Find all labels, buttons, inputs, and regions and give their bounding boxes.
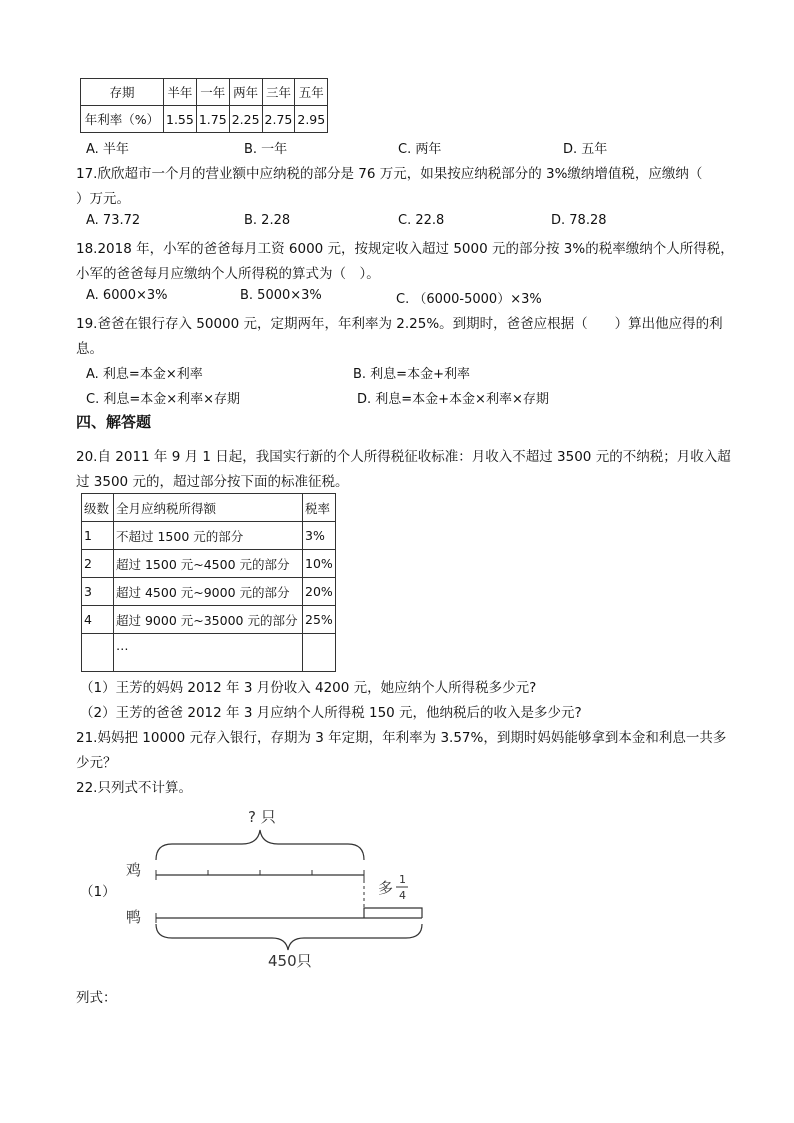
q18-option-a: A. 6000×3% (86, 288, 168, 303)
q20-text-line1: 20.自 2011 年 9 月 1 日起，我国实行新的个人所得税征收标准：月收入不超过 3500 元的不纳税；月收入超 (76, 449, 731, 465)
table-cell: 2.75 (262, 106, 295, 133)
table-header-cell: 存期 (81, 79, 164, 106)
table-cell: 不超过 1500 元的部分 (114, 522, 303, 550)
more-label: 多 (378, 879, 394, 897)
q18-option-c: C. （6000-5000）×3% (396, 292, 542, 307)
q22-title: 22.只列式不计算。 (76, 780, 192, 796)
table-row (81, 79, 328, 106)
q22-part-label: （1） (80, 884, 116, 900)
section-title: 四、解答题 (76, 413, 152, 431)
q20-text-line2: 过 3500 元的，超过部分按下面的标准征税。 (76, 474, 349, 490)
q18-text-line2: 小军的爸爸每月应缴纳个人所得税的算式为（ ）。 (76, 266, 380, 282)
table-row (81, 106, 328, 133)
table-cell: 2.95 (295, 106, 328, 133)
q19-option-a: A. 利息=本金×利率 (86, 367, 203, 382)
q17-option-d: D. 78.28 (551, 213, 607, 228)
table-cell: 1.75 (196, 106, 229, 133)
bottom-brace (156, 924, 422, 950)
fraction-denominator: 4 (399, 889, 406, 902)
q19-option-b: B. 利息=本金+利率 (353, 367, 470, 382)
table-header-cell: 全月应纳税所得额 (114, 494, 303, 522)
table-cell: 3% (303, 522, 336, 550)
table-cell: 超过 9000 元~35000 元的部分 (114, 606, 303, 634)
duck-label: 鸭 (126, 908, 142, 926)
line-segment-diagram (120, 800, 440, 970)
table-cell: 年利率（%） (81, 106, 164, 133)
q19-text-line1: 19.爸爸在银行存入 50000 元，定期两年，年利率为 2.25%。到期时，爸爸应根据（ ）算出他应得的利 (76, 316, 723, 332)
table-cell: 2.25 (229, 106, 262, 133)
table-header-cell: 两年 (229, 79, 262, 106)
table-row (82, 522, 336, 550)
diagram-top-label: ? 只 (248, 808, 276, 826)
q19-text-line2: 息。 (76, 341, 103, 357)
table-header-cell: 税率 (303, 494, 336, 522)
q16-option-a: A. 半年 (86, 142, 129, 157)
table-cell: 3 (82, 578, 114, 606)
q17-text-line2: ）万元。 (76, 191, 130, 207)
table-cell: 25% (303, 606, 336, 634)
q16-option-b: B. 一年 (244, 142, 288, 157)
q18-text-line1: 18.2018 年，小军的爸爸每月工资 6000 元，按规定收入超过 5000 元的部分按 3%的税率缴纳个人所得税， (76, 241, 734, 257)
table-header-cell: 半年 (164, 79, 197, 106)
table-header-cell: 一年 (196, 79, 229, 106)
table-cell: 4 (82, 606, 114, 634)
table-header-cell: 五年 (295, 79, 328, 106)
q17-option-b: B. 2.28 (244, 213, 291, 228)
q21-text-line1: 21.妈妈把 10000 元存入银行，存期为 3 年定期，年利率为 3.57%，到期时妈妈能够拿到本金和利息一共多 (76, 730, 727, 746)
table-row (82, 550, 336, 578)
table-row (82, 634, 336, 672)
answer-label: 列式： (76, 990, 117, 1006)
q17-option-c: C. 22.8 (398, 213, 445, 228)
tax-rate-table (81, 493, 336, 672)
q17-option-a: A. 73.72 (86, 213, 141, 228)
q16-option-c: C. 两年 (398, 142, 442, 157)
q18-option-b: B. 5000×3% (240, 288, 322, 303)
interest-rate-table (80, 78, 328, 133)
table-cell: 10% (303, 550, 336, 578)
extra-bracket (364, 908, 422, 918)
q20-sub2: （2）王芳的爸爸 2012 年 3 月应纳个人所得税 150 元，他纳税后的收入是多少元? (80, 705, 582, 721)
table-cell: 1 (82, 522, 114, 550)
table-row (82, 494, 336, 522)
fraction-numerator: 1 (399, 873, 406, 886)
chicken-label: 鸡 (126, 861, 142, 879)
table-header-cell: 三年 (262, 79, 295, 106)
q16-option-d: D. 五年 (563, 142, 608, 157)
table-row (82, 578, 336, 606)
table-cell: 1.55 (164, 106, 197, 133)
q17-text-line1: 17.欣欣超市一个月的营业额中应纳税的部分是 76 万元，如果按应纳税部分的 3%缴纳增值税，应缴纳（ (76, 166, 703, 182)
table-row (82, 606, 336, 634)
table-cell: … (114, 634, 303, 672)
q20-sub1: （1）王芳的妈妈 2012 年 3 月份收入 4200 元，她应纳个人所得税多少元? (80, 680, 537, 696)
q21-text-line2: 少元？ (76, 755, 117, 771)
q19-option-d: D. 利息=本金+本金×利率×存期 (357, 392, 549, 407)
table-cell: 20% (303, 578, 336, 606)
table-cell (82, 634, 114, 672)
table-cell: 2 (82, 550, 114, 578)
top-brace (156, 830, 364, 860)
table-cell (303, 634, 336, 672)
table-cell: 超过 1500 元~4500 元的部分 (114, 550, 303, 578)
q19-option-c: C. 利息=本金×利率×存期 (86, 392, 241, 407)
table-header-cell: 级数 (82, 494, 114, 522)
diagram-bottom-label: 450只 (268, 952, 312, 970)
table-cell: 超过 4500 元~9000 元的部分 (114, 578, 303, 606)
